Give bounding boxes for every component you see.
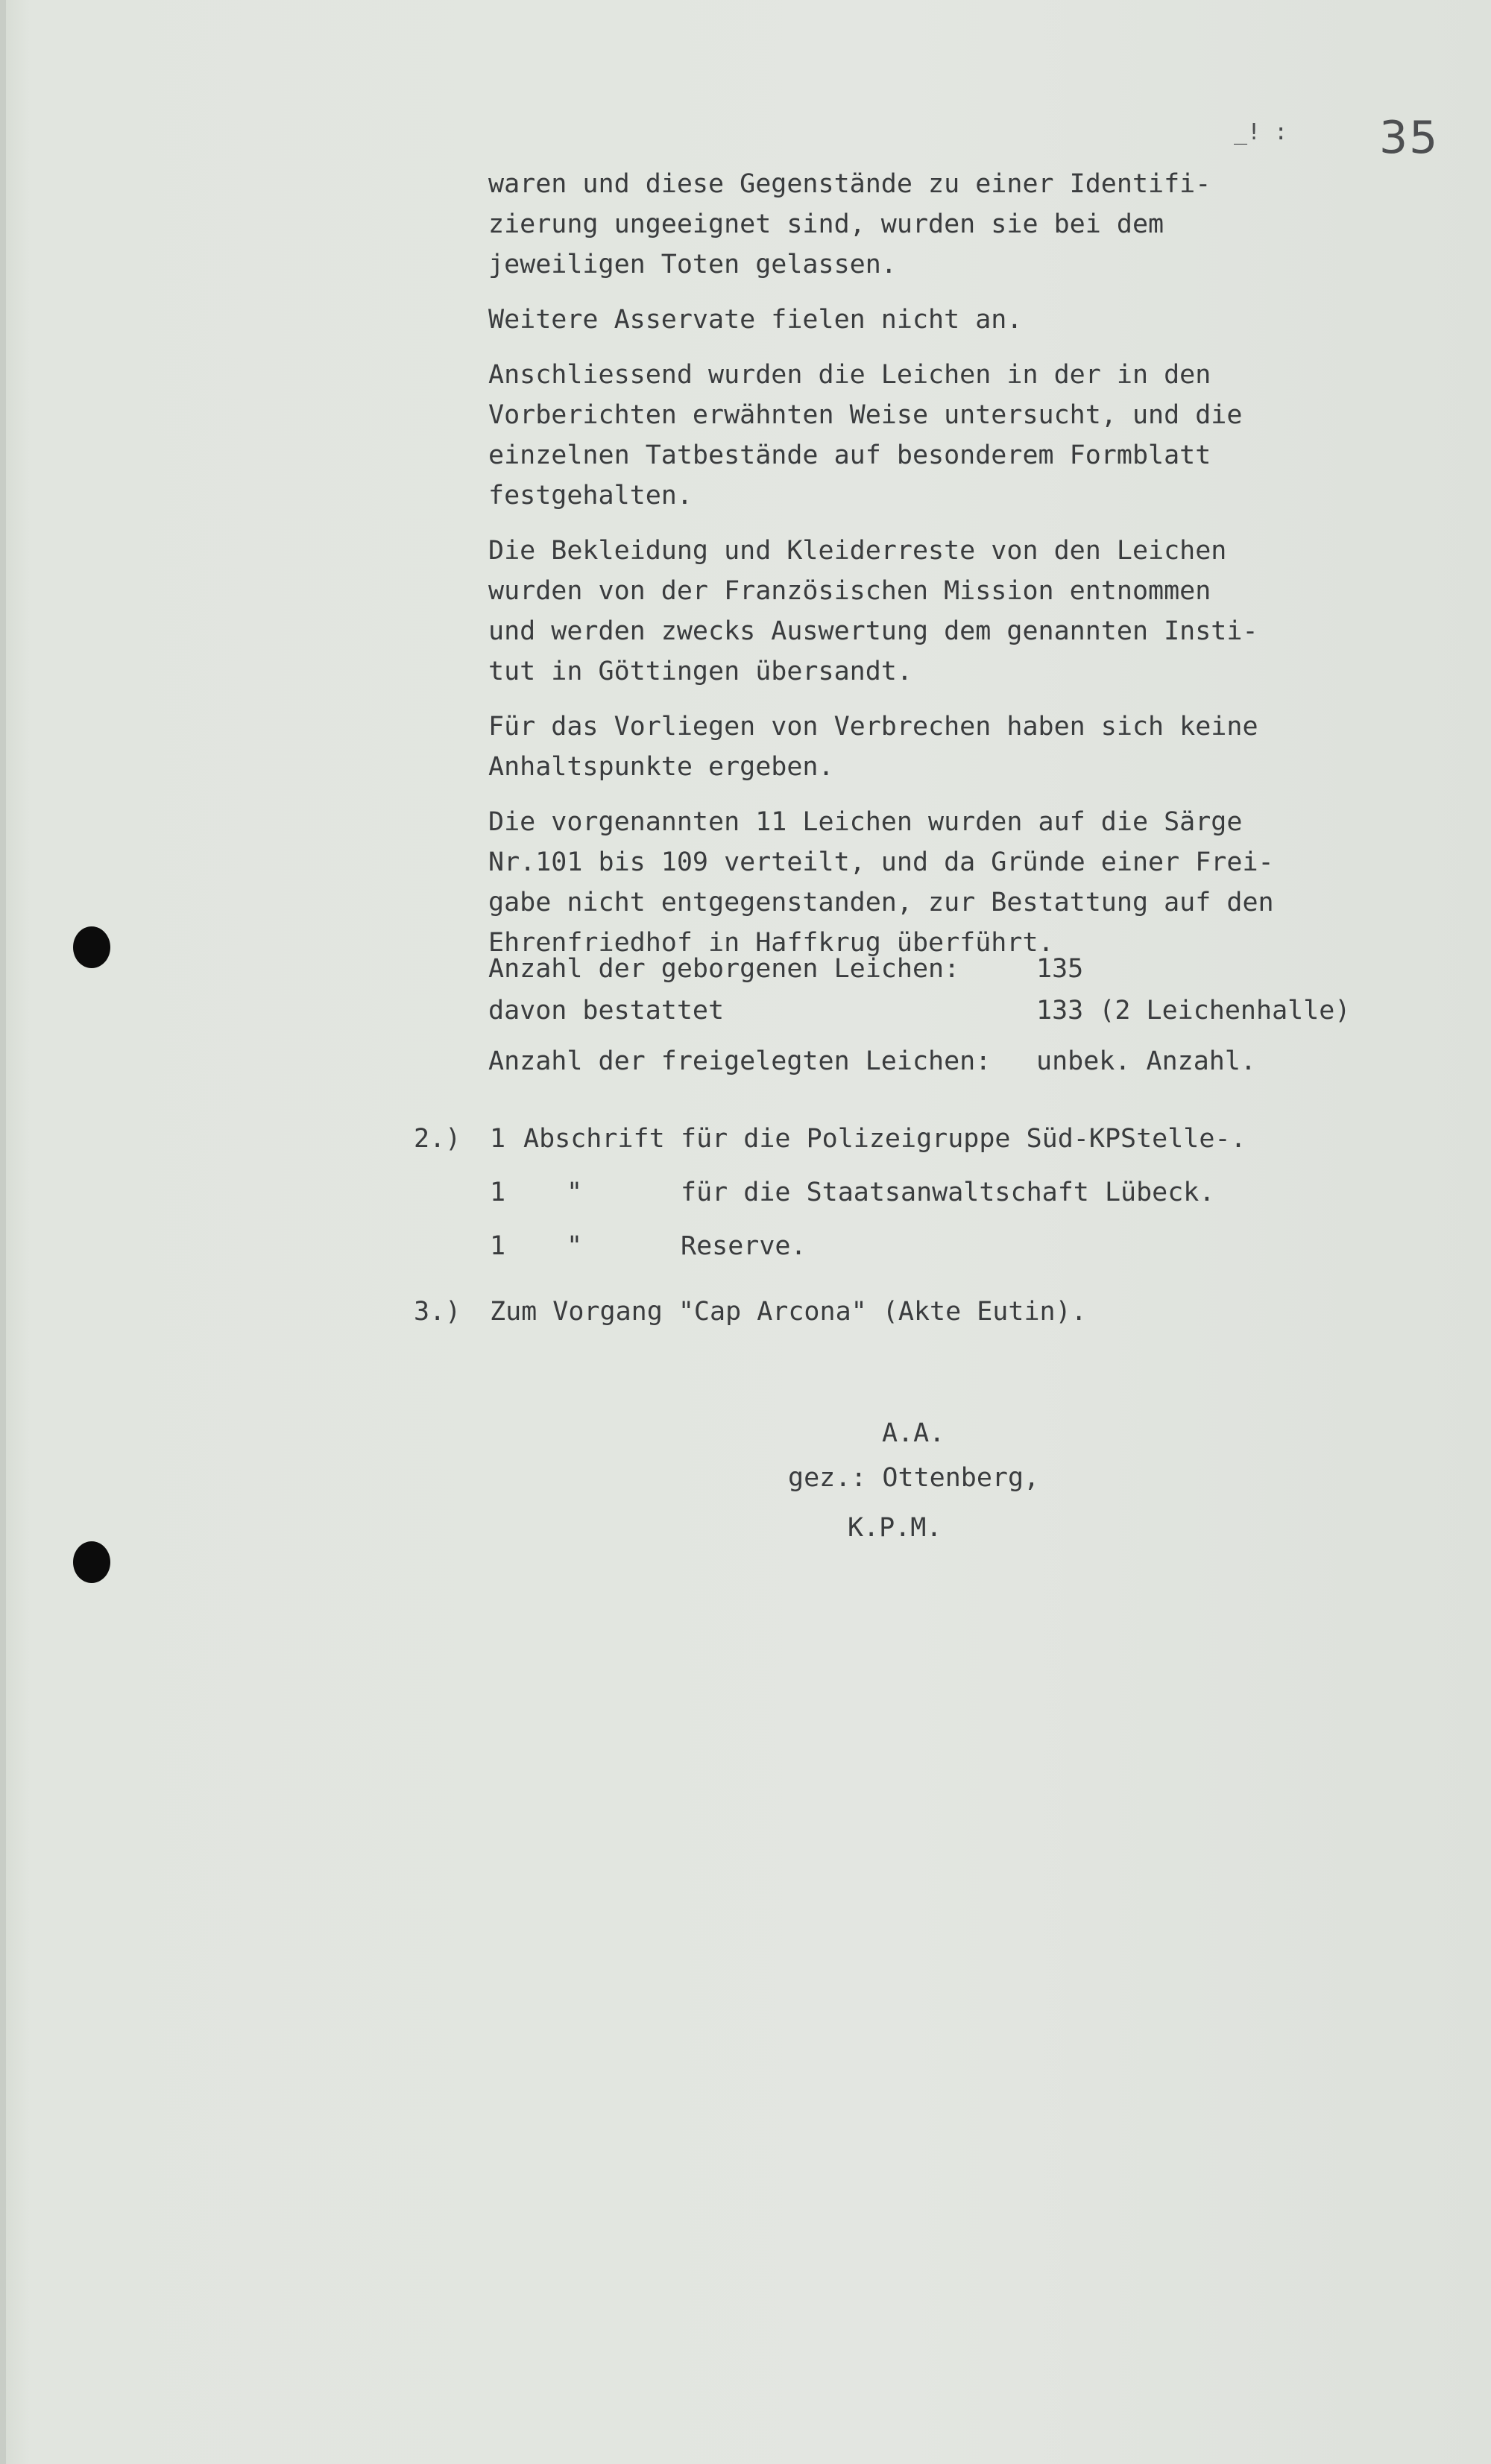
section-3-number: 3.) — [414, 1297, 461, 1327]
signature-line-1: A.A. — [882, 1418, 945, 1448]
text-line: Die vorgenannten 11 Leichen wurden auf die Särge — [488, 807, 1243, 837]
copy-recipient: für die Polizeigruppe Süd-KPStelle-. — [681, 1124, 1246, 1154]
text-line: tut in Göttingen übersandt. — [488, 657, 912, 686]
text-line: gabe nicht entgegenstanden, zur Bestattung auf den — [488, 888, 1274, 917]
text-line: Ehrenfriedhof in Haffkrug überführt. — [488, 928, 1054, 958]
text-line: und werden zwecks Auswertung dem genannten Insti- — [488, 616, 1258, 646]
report-body — [488, 164, 1368, 978]
text-line: Vorberichten erwähnten Weise untersucht, und die — [488, 400, 1243, 430]
distribution-row — [414, 1124, 1383, 1164]
margin-mark: _! : — [1234, 119, 1288, 145]
punch-hole-top — [73, 926, 110, 968]
body-paragraph — [488, 802, 1368, 963]
copy-count: 1 — [490, 1124, 506, 1154]
text-line: Weitere Asservate fielen nicht an. — [488, 305, 1023, 335]
page-number: 35 — [1379, 112, 1440, 164]
distribution-row — [414, 1231, 1383, 1272]
copy-recipient: Reserve. — [681, 1231, 807, 1261]
text-line: Die Bekleidung und Kleiderreste von den Leichen — [488, 536, 1227, 566]
paper-edge — [0, 0, 6, 2464]
statistic-label: davon bestattet — [488, 996, 725, 1026]
copy-count: 1 — [490, 1178, 506, 1207]
statistics-table — [488, 954, 1383, 1088]
statistic-value: unbek. Anzahl. — [1036, 1046, 1257, 1076]
statistic-value: 133 (2 Leichenhalle) — [1036, 996, 1351, 1026]
section-2-distribution — [414, 1124, 1383, 1273]
copy-recipient: für die Staatsanwaltschaft Lübeck. — [681, 1178, 1215, 1207]
text-line: Für das Vorliegen von Verbrechen haben sich keine — [488, 712, 1258, 742]
text-line: Anschliessend wurden die Leichen in der in den — [488, 360, 1211, 390]
copy-count: 1 — [490, 1231, 506, 1261]
copy-type: " — [567, 1231, 583, 1261]
punch-hole-bottom — [73, 1541, 110, 1583]
section-2-number: 2.) — [414, 1124, 461, 1154]
text-line: festgehalten. — [488, 481, 693, 511]
text-line: einzelnen Tatbestände auf besonderem Formblatt — [488, 440, 1211, 470]
statistic-value: 135 — [1036, 954, 1084, 984]
text-line: Nr.101 bis 109 verteilt, und da Gründe einer Frei- — [488, 847, 1274, 877]
statistic-label: Anzahl der geborgenen Leichen: — [488, 954, 960, 984]
copy-type: " — [567, 1178, 583, 1207]
statistic-label: Anzahl der freigelegten Leichen: — [488, 1046, 992, 1076]
signature-line-3: K.P.M. — [848, 1513, 942, 1543]
text-line: waren und diese Gegenstände zu einer Identifi- — [488, 169, 1211, 199]
body-paragraph — [488, 707, 1368, 787]
text-line: Anhaltspunkte ergeben. — [488, 752, 834, 782]
signature-line-2: gez.: Ottenberg, — [788, 1463, 1040, 1493]
statistics-row — [488, 996, 1383, 1037]
text-line: wurden von der Französischen Mission entnommen — [488, 576, 1211, 606]
section-3-reference — [414, 1297, 1383, 1342]
copy-type: Abschrift — [523, 1124, 665, 1154]
body-paragraph — [488, 531, 1368, 692]
text-line: zierung ungeeignet sind, wurden sie bei dem — [488, 209, 1164, 239]
statistics-row — [488, 954, 1383, 996]
distribution-row — [414, 1178, 1383, 1218]
text-line: jeweiligen Toten gelassen. — [488, 250, 897, 279]
body-paragraph — [488, 164, 1368, 285]
statistics-row — [488, 1046, 1383, 1088]
body-paragraph — [488, 300, 1368, 340]
body-paragraph — [488, 355, 1368, 516]
section-3-text: Zum Vorgang "Cap Arcona" (Akte Eutin). — [490, 1297, 1087, 1327]
